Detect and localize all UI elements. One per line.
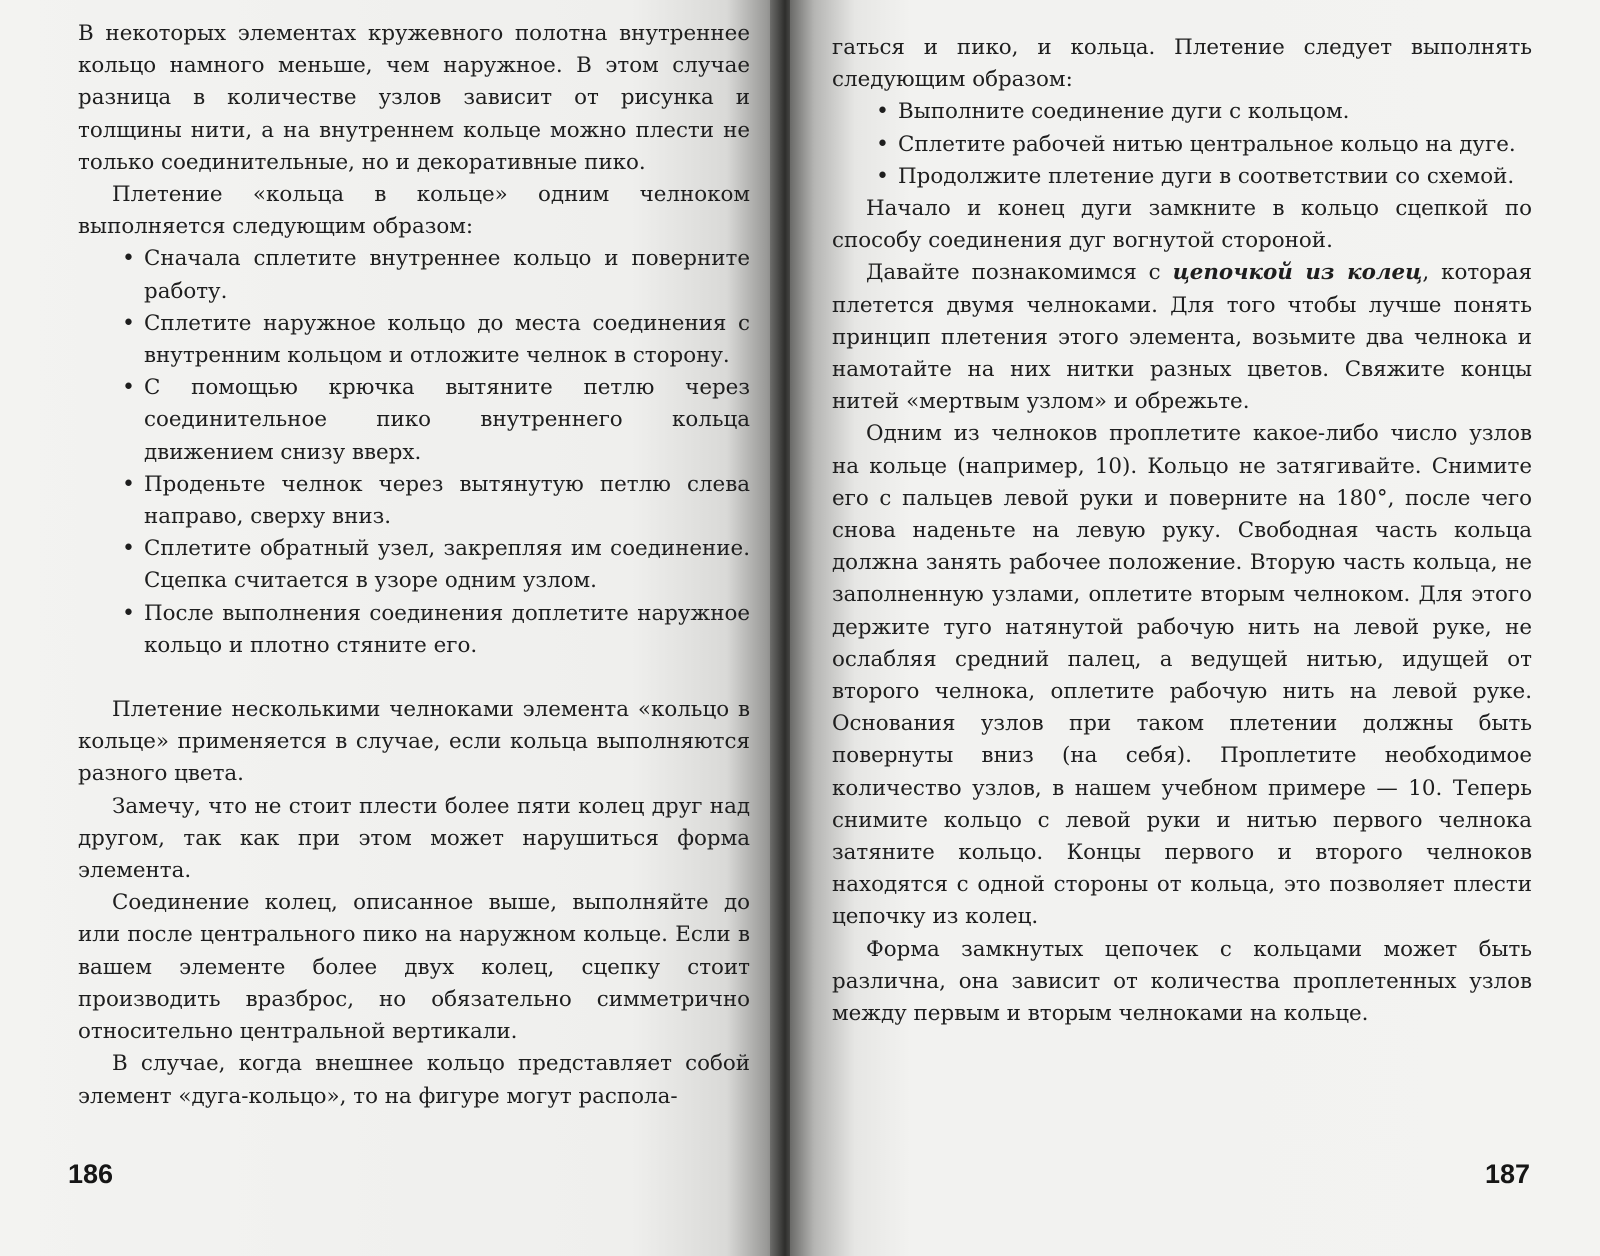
bullet-icon: • <box>122 375 135 401</box>
list-item-text: Сплетите обратный узел, закрепляя им соединение. Сцепка считается в узоре одним узлом. <box>144 536 750 594</box>
list-item-text: Сплетите рабочей нитью центральное кольцо на дуге. <box>898 131 1516 157</box>
paragraph: гаться и пико, и кольца. Плетение следует выполнять следующим образом: <box>832 35 1532 93</box>
paragraph: В случае, когда внешнее кольцо представляет собой элемент «дуга-кольцо», то на фигуре могут распола- <box>78 1051 750 1109</box>
bullet-list <box>78 243 750 662</box>
list-item-text: Сплетите наружное кольцо до места соединения с внутренним кольцом и отложите челнок в сторону. <box>144 310 750 369</box>
term-highlight: цепочкой из колец <box>1172 260 1423 286</box>
page-number: 186 <box>68 1159 114 1189</box>
page-left <box>0 0 790 1256</box>
paragraph: В некоторых элементах кружевного полотна внутреннее кольцо намного меньше, чем наружное. В этом случае разница в количестве узлов зависит от рисунка и толщины нити, а на внутреннем кольце можно плести не только соединительные, но и декоративные пико. <box>78 21 750 175</box>
list-item-text: Сначала сплетите внутреннее кольцо и поверните работу. <box>144 246 750 304</box>
paragraph: Плетение «кольца в кольце» одним челноком выполняется следующим образом: <box>78 182 750 240</box>
bullet-icon: • <box>876 163 889 189</box>
bullet-icon: • <box>876 131 889 157</box>
list-item <box>122 308 750 372</box>
list-item-text: С помощью крючка вытяните петлю через соединительное пико внутреннего кольца движением снизу вверх. <box>144 375 750 465</box>
list-item <box>122 598 750 662</box>
page-text-left <box>78 18 750 1113</box>
paragraph: Замечу, что не стоит плести более пяти колец друг над другом, так как при этом может нарушиться форма элемента. <box>78 793 750 884</box>
page-number: 187 <box>1484 1159 1530 1189</box>
list-item-text: Продолжите плетение дуги в соответствии со схемой. <box>898 163 1515 189</box>
list-item <box>122 243 750 307</box>
paragraph <box>832 257 1532 418</box>
list-item-text: Выполните соединение дуги с кольцом. <box>898 99 1350 125</box>
page-text-right <box>832 32 1532 1030</box>
bullet-icon: • <box>122 246 135 272</box>
list-item <box>122 372 750 469</box>
paragraph: Одним из челноков проплетите какое-либо число узлов на кольце (например, 10). Кольцо не затягивайте. Снимите его с пальцев левой руки и поверните на 180°, после чего снова наденьте на левую руку. Свободная часть кольца должна занять рабочее положение. Вторую часть кольца, не заполненную узлами, оплетите вторым челноком. Для этого держите туго натянутой рабочую нить на левой руке, не ослабляя средний палец, а ведущей нитью, идущей от второго челнока, оплетите рабочую нить на левой руке. Основания узлов при таком плетении должны быть повернуты вниз (на себя). Проплетите необходимое количество узлов, в нашем учебном примере — 10. Теперь снимите кольцо с левой руки и нитью первого челнока затяните кольцо. Концы первого и второго челноков находятся с одной стороны от кольца, это позволяет плести цепочку из колец. <box>832 421 1532 930</box>
paragraph: Начало и конец дуги замкните в кольцо сцепкой по способу соединения дуг вогнутой стороной. <box>832 196 1532 254</box>
list-item <box>876 129 1532 161</box>
paragraph: Плетение несколькими челноками элемента «кольцо в кольце» применяется в случае, если кольца выполняются разного цвета. <box>78 697 750 787</box>
page-right <box>790 0 1600 1256</box>
bullet-icon: • <box>876 99 889 125</box>
bullet-icon: • <box>122 471 135 497</box>
bullet-icon: • <box>122 310 135 336</box>
list-item <box>122 533 750 597</box>
list-item-text: После выполнения соединения доплетите наружное кольцо и плотно стяните его. <box>144 600 750 658</box>
list-item <box>876 96 1532 128</box>
paragraph: Форма замкнутых цепочек с кольцами может быть различна, она зависит от количества проплетенных узлов между первым и вторым челноками на кольце. <box>832 936 1532 1027</box>
list-item-text: Проденьте челнок через вытянутую петлю слева направо, сверху вниз. <box>144 471 750 530</box>
paragraph: Соединение колец, описанное выше, выполняйте до или после центрального пико на наружном кольце. Если в вашем элементе более двух колец, сцепку стоит производить вразброс, но обязательно симметрично относительно центральной вертикали. <box>78 890 750 1045</box>
bullet-list <box>832 96 1532 193</box>
paragraph-text: Давайте познакомимся с <box>866 260 1173 286</box>
section-gap <box>78 662 750 694</box>
bullet-icon: • <box>122 536 135 562</box>
list-item <box>876 161 1532 193</box>
paragraph-text: , которая плетется двумя челноками. Для того чтобы лучше понять принцип плетения этого элемента, возьмите два челнока и намотайте на них нитки разных цветов. Свяжите концы нитей «мертвым узлом» и обрежьте. <box>832 260 1533 415</box>
bullet-icon: • <box>122 600 135 626</box>
list-item <box>122 469 750 533</box>
